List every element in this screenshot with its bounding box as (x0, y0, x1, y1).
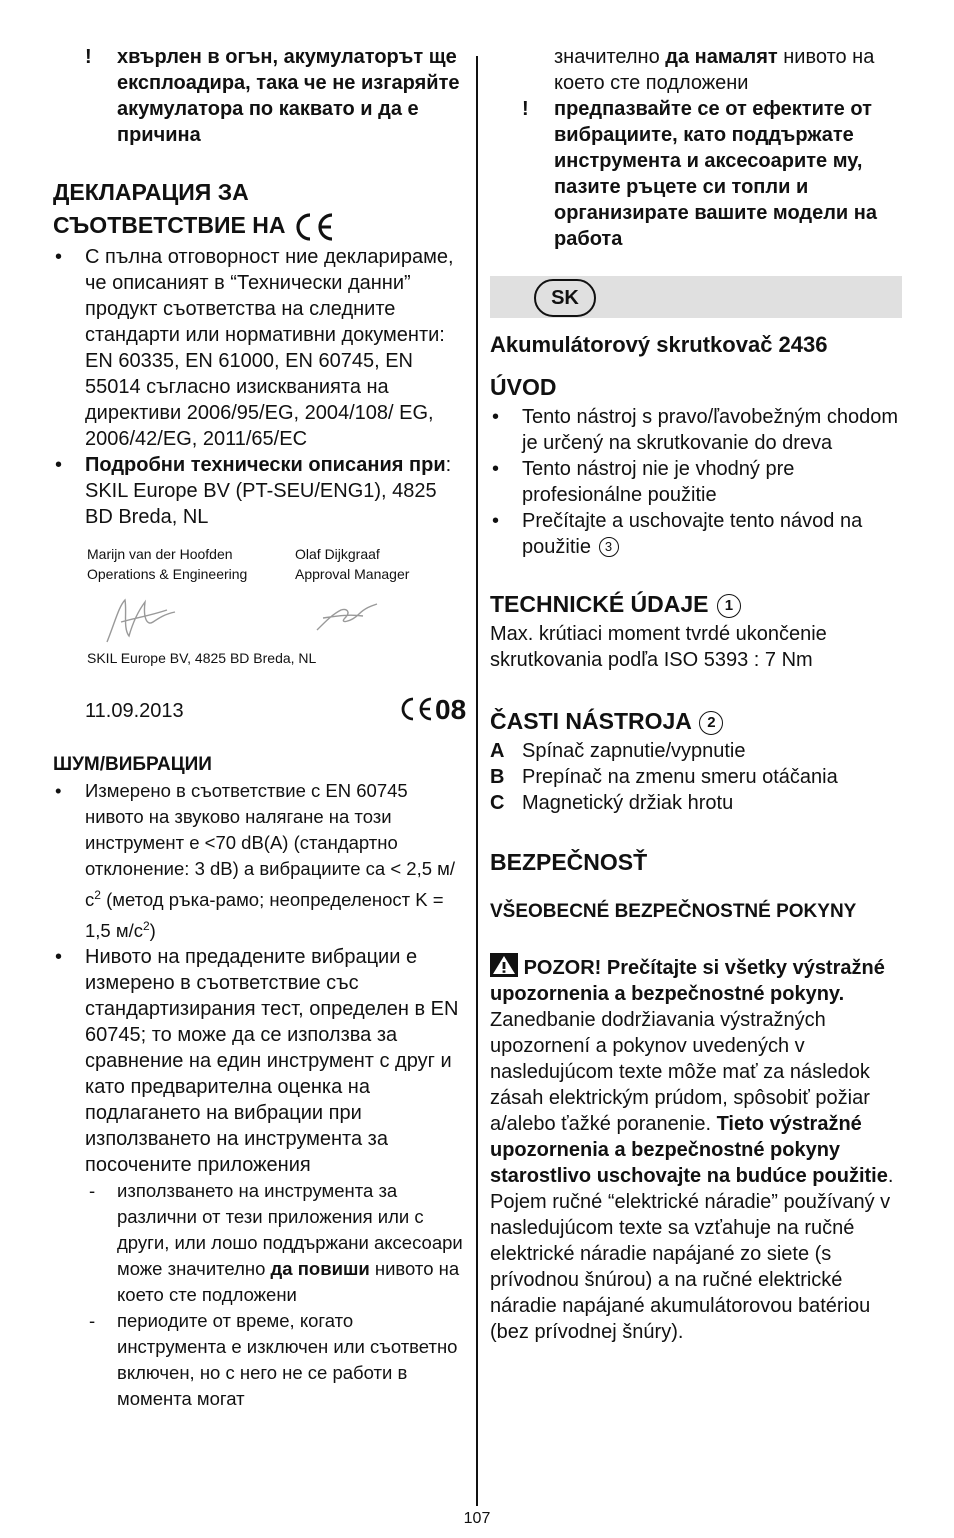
intro-bullet-3: • Prečítajte a uschovajte tento návod na použitie 3 (492, 510, 863, 558)
part-b: B Prepínač na zmenu smeru otáčania (490, 766, 838, 788)
fire-warning: ! хвърлен в огън, акумулаторът ще експлоадира, така че не изгаряйте акумулатора по каквато и да е причина (85, 46, 460, 146)
warning-triangle-icon (490, 953, 518, 977)
technical-file-bullet: • Подробни технически описания при: SKIL Europe BV (PT-SEU/ENG1), 4825 BD Breda, NL (55, 454, 452, 528)
vibration-dash-2: - периодите от време, когато инструмента е изключен или съответно включен, но с него не се работи в момента могат (89, 1310, 458, 1410)
technical-data-text: Max. krútiaci moment tvrdé ukončenie skrutkovania podľa ISO 5393 : 7 Nm (490, 623, 827, 671)
left-column (53, 44, 465, 1412)
intro-heading: ÚVOD (490, 374, 557, 400)
right-column (490, 44, 902, 1345)
company-address: SKIL Europe BV, 4825 BD Breda, NL (87, 650, 317, 666)
ce-year-mark: 08 (399, 694, 466, 726)
product-title: Akumulátorový skrutkovač 2436 (490, 332, 828, 357)
signature-2-icon (311, 596, 381, 636)
noise-bullet-1: • Измерено в съответствие с EN 60745 нивото на звуково налягане на този инструмент е <70 dB(A) (стандартно отклонение: 3 dB) а вибрациите са < 2,5 $м/с^2$ (метод ръка-рамо; неопределеност K = 1,5 $м/с^2$) (55, 780, 455, 942)
vibration-warning: ! предпазвайте се от ефектите от вибрациите, като поддържате инструмента и аксесоарите му, пазите ръцете си топли и организирате вашите модели на работа (522, 98, 877, 250)
part-a: A Spínač zapnutie/vypnutie (490, 740, 746, 762)
ce-mark-icon (292, 212, 336, 242)
noise-vibration-heading: ШУМ/ВИБРАЦИИ (53, 754, 212, 775)
language-badge: SK (534, 279, 596, 317)
noise-bullet-2: • Нивото на предадените вибрации е измерено в съответствие със стандартизирания тест, определен в EN 60745; то може да се използва за сравнение на един инструмент с друг и като предварителна оценка на подлагането на вибрации при използването на инструмента за посочените приложения (55, 946, 459, 1177)
technical-data-heading: TECHNICKÉ ÚDAJE 1 (490, 588, 902, 621)
general-safety-heading: VŠEOBECNÉ BEZPEČNOSTNÉ POKYNY (490, 901, 857, 922)
language-band (490, 276, 902, 318)
page-number: 107 (463, 1510, 491, 1527)
signature-1-icon (101, 592, 181, 648)
dash-continuation: значително да намалят нивото на което сте подложени (554, 46, 875, 94)
signature-block (53, 544, 465, 694)
figure-ref-2: 2 (699, 711, 723, 735)
ce-small-icon (399, 696, 435, 722)
declaration-date: 11.09.2013 (85, 700, 184, 722)
declaration-bullet: • С пълна отговорност ние декларираме, че описаният в “Технически данни” продукт съответства на следните стандарти или нормативни документи: EN 60335, EN 61000, EN 60745, EN 55014 съгласно изискванията на директиви 2006/95/EG, 2004/108/ EG, 2006/42/EG, 2011/65/EC (55, 246, 454, 450)
safety-heading: BEZPEČNOSŤ (490, 849, 648, 875)
vibration-dash-1: - използването на инструмента за различни от тези приложения или с други, или лошо поддържани аксесоари може значително да повиши нивото на което сте подложени (89, 1180, 463, 1306)
signer-2: Olaf Dijkgraaf Approval Manager (295, 546, 410, 582)
signer-1: Marijn van der Hoofden Operations & Engineering (87, 546, 248, 582)
figure-ref-1: 1 (717, 594, 741, 618)
date-row (53, 694, 465, 728)
figure-ref-3: 3 (599, 537, 619, 557)
intro-bullet-1: • Tento nástroj s pravo/ľavobežným chodom je určený na skrutkovanie do dreva (492, 406, 899, 454)
tool-parts-heading: ČASTI NÁSTROJA 2 (490, 705, 902, 738)
declaration-heading: ДЕКЛАРАЦИЯ ЗА СЪОТВЕТСТВИЕ НА (53, 176, 465, 242)
intro-bullet-2: • Tento nástroj nie je vhodný pre profesionálne použitie (492, 458, 795, 506)
part-c: C Magnetický držiak hrotu (490, 792, 734, 814)
column-divider (476, 56, 478, 1506)
warning-paragraph: POZOR! Prečítajte si všetky výstražné upozornenia a bezpečnostné pokyny. Zanedbanie dodržiavania výstražných upozornení a pokynov uvedených v nasledujúcom texte môže mať za následok zásah elektrickým prúdom, spôsobiť požiar a/alebo ťažké poranenie. Tieto výstražné upozornenia a bezpečnostné pokyny starostlivo uschovajte na budúce použitie. Pojem ručné “elektrické náradie” používaný v nasledujúcom texte sa vzťahuje na ručné elektrické náradie napájané zo siete (s prívodnou šnúrou) a na ručné elektrické náradie napájané akumulátorovou batériou (bez prívodnej šnúry). (490, 953, 902, 1345)
